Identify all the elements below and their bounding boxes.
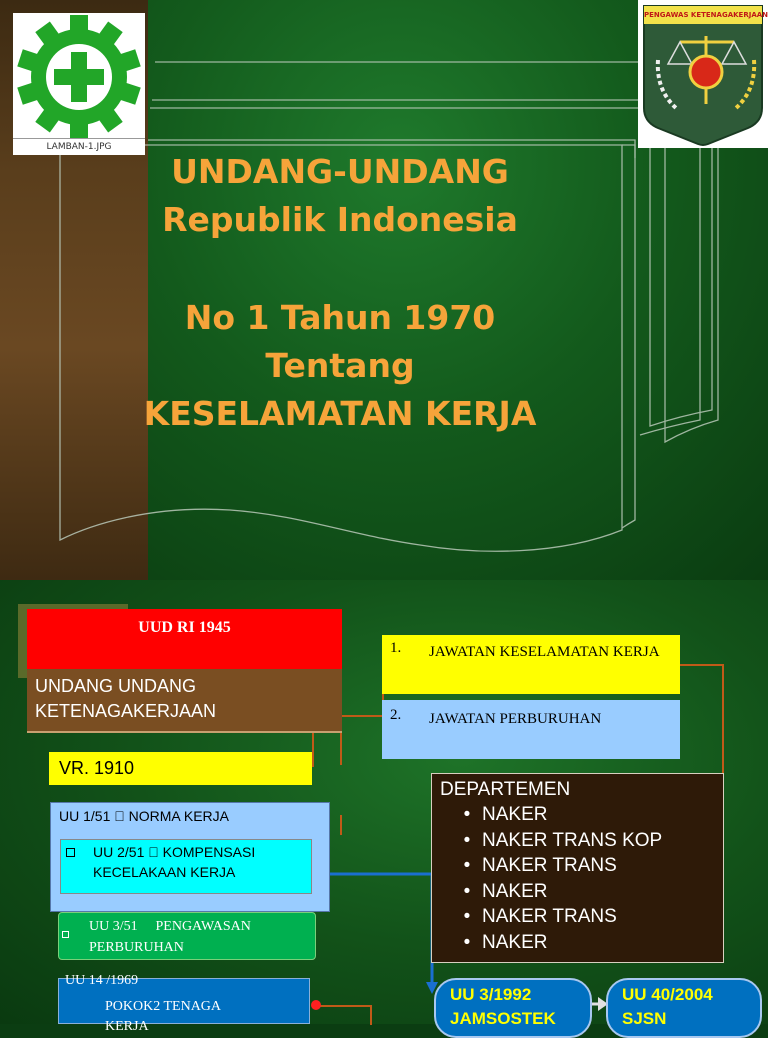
title-line-1: UNDANG-UNDANG: [171, 152, 509, 191]
vr-1910-label: VR. 1910: [59, 758, 135, 778]
uu-40-2004-label: UU 40/2004 SJSN: [622, 985, 713, 1028]
departemen-item: • NAKER: [452, 930, 723, 956]
gear-cross-icon: [13, 13, 145, 133]
uu-3-51-box: [58, 912, 316, 960]
title-line-4: Tentang: [265, 346, 415, 385]
uu-3-1992-box: [434, 978, 592, 1038]
uu-14-1969-box: [58, 973, 310, 1034]
k3-logo: [13, 13, 145, 155]
title-line-5: KESELAMATAN KERJA: [143, 394, 537, 433]
shield-emblem-icon: [638, 0, 768, 148]
square-bullet-icon: [62, 931, 69, 938]
uu-2-51-label: UU 2/51   KOMPENSASI KECELAKAAN KERJA: [93, 844, 256, 880]
uu-ketenagakerjaan-box: [27, 669, 342, 733]
jawatan-1-box: [382, 635, 680, 694]
logo-caption: LAMBAN-1.JPG: [13, 138, 145, 155]
uu-3-51-label: UU 3/51   PENGAWASAN PERBURUHAN: [89, 919, 251, 955]
uu-40-2004-box: [606, 978, 762, 1038]
jawatan-1-number: 1.: [390, 640, 402, 656]
departemen-title: DEPARTEMEN: [440, 779, 571, 800]
badge-text: PENGAWAS KETENAGAKERJAAN: [644, 11, 768, 19]
history-diagram-slide: [0, 580, 768, 1034]
uu-2-51-box: [60, 839, 312, 894]
vr-1910-box: [49, 752, 312, 785]
departemen-box: [431, 773, 724, 963]
uu-14-1969-body: POKOK2 TENAGA KERJA: [105, 999, 221, 1034]
departemen-item: • NAKER: [452, 802, 723, 828]
jawatan-2-label: JAWATAN PERBURUHAN: [429, 711, 602, 727]
title-line-2: Republik Indonesia: [162, 200, 518, 239]
uu-14-1969-title: UU 14 /1969: [65, 973, 139, 988]
square-bullet-icon: [66, 848, 75, 857]
uu-1-51-label: UU 1/51   NORMA KERJA: [59, 808, 229, 824]
departemen-item: • NAKER TRANS KOP: [452, 828, 723, 854]
title-line-3: No 1 Tahun 1970: [184, 298, 496, 337]
jawatan-1-label: JAWATAN KESELAMATAN KERJA: [429, 644, 660, 660]
uu-ketenagakerjaan-label: UNDANG UNDANG KETENAGAKERJAAN: [35, 676, 217, 721]
jawatan-2-box: [382, 700, 680, 759]
departemen-item: • NAKER TRANS: [452, 853, 723, 879]
uu-3-1992-label: UU 3/1992 JAMSOSTEK: [450, 985, 556, 1028]
uud-1945-box: [27, 609, 342, 669]
departemen-item: • NAKER TRANS: [452, 904, 723, 930]
departemen-item: • NAKER: [452, 879, 723, 905]
pengawas-badge: [638, 0, 768, 148]
jawatan-2-number: 2.: [390, 707, 402, 723]
uud-1945-label: UUD RI 1945: [138, 619, 231, 636]
